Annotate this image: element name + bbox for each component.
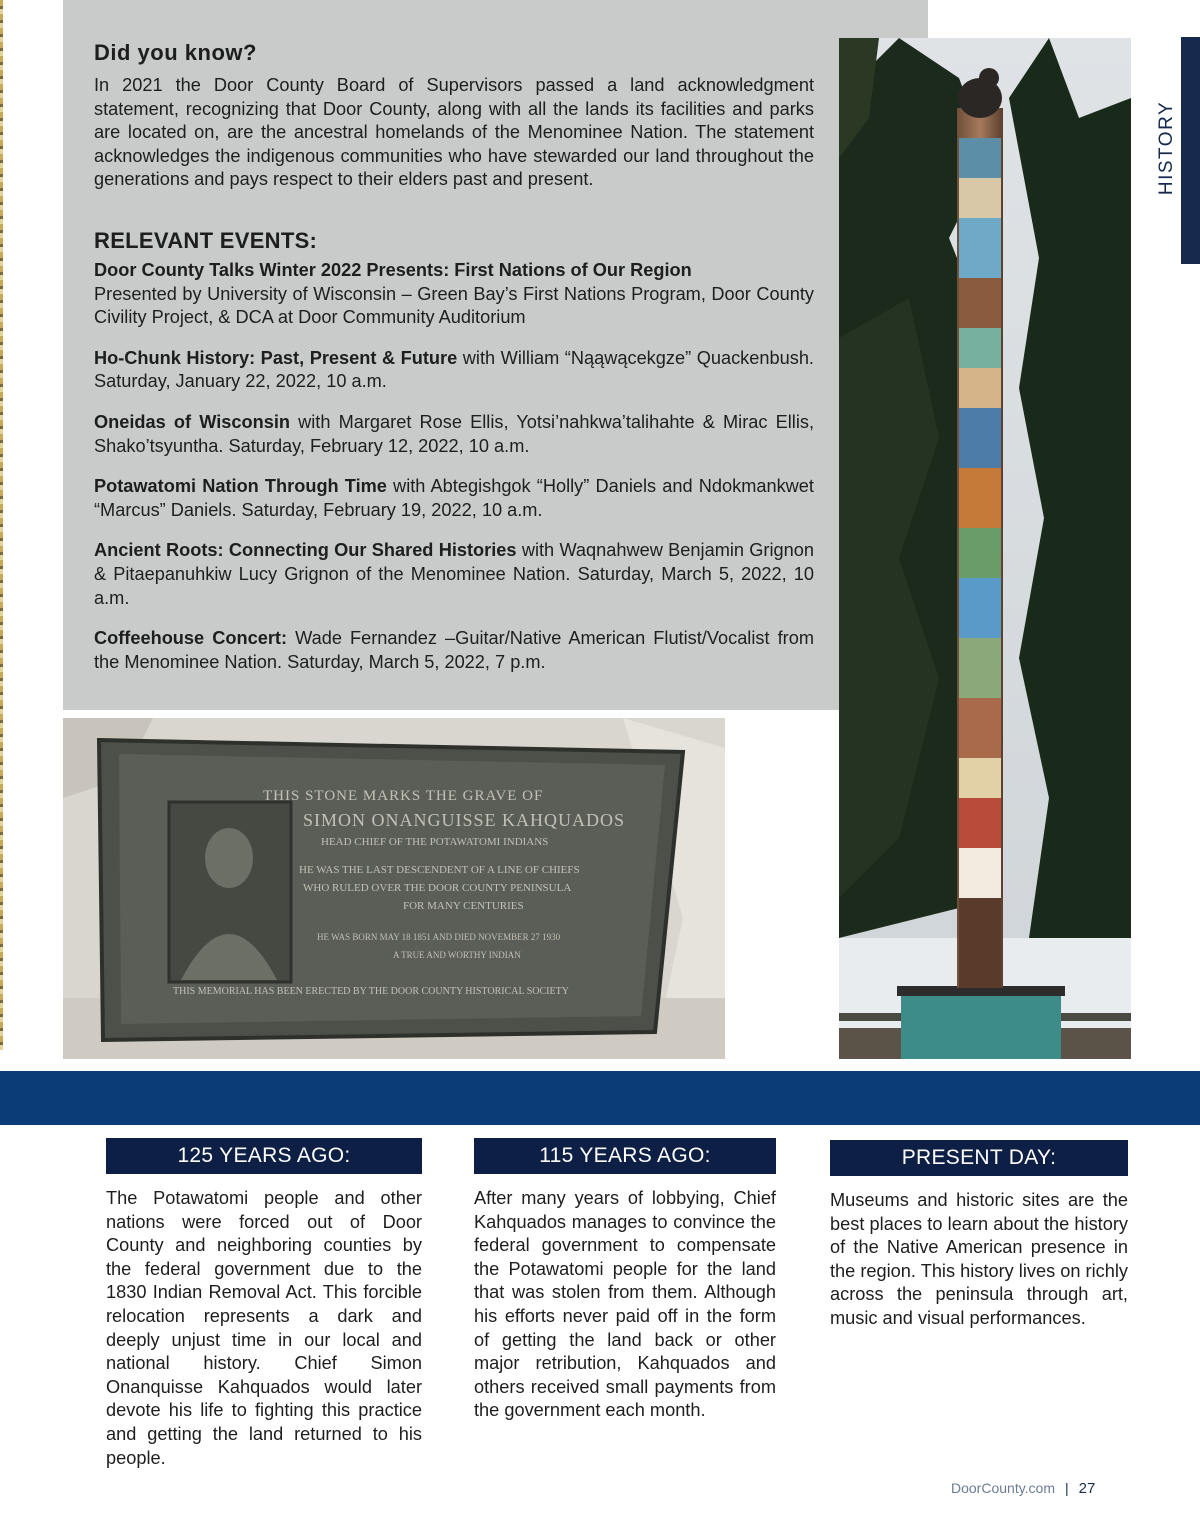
event-item bbox=[94, 411, 814, 458]
info-panel-top bbox=[63, 0, 928, 38]
event-item bbox=[94, 347, 814, 394]
column-heading: 115 YEARS AGO: bbox=[474, 1138, 776, 1174]
section-label-text: HISTORY bbox=[1156, 100, 1177, 195]
event-title: Ancient Roots: Connecting Our Shared Histories bbox=[94, 540, 517, 561]
footer-separator: | bbox=[1065, 1480, 1069, 1496]
blue-band bbox=[0, 1071, 1200, 1125]
did-you-know-heading: Did you know? bbox=[94, 40, 257, 65]
event-details: with Abtegishgok “Holly” Daniels and Ndokmankwet “Marcus” Daniels. Saturday, February 19, 2022, 10 a.m. bbox=[94, 476, 814, 520]
plaque-line: THIS MEMORIAL HAS BEEN ERECTED BY THE DOOR COUNTY HISTORICAL SOCIETY bbox=[173, 986, 569, 997]
column-text: Museums and historic sites are the best places to learn about the history of the Native American presence in the region. This history lives on richly across the peninsula through art, music and visual performances. bbox=[830, 1190, 1128, 1328]
plaque-line: FOR MANY CENTURIES bbox=[403, 900, 524, 912]
event-item bbox=[94, 475, 814, 522]
column-125-years-ago bbox=[106, 1138, 422, 1470]
event-details: Wade Fernandez –Guitar/Native American Flutist/Vocalist from the Menominee Nation. Saturday, March 5, 2022, 7 p.m. bbox=[94, 628, 814, 672]
event-details: with William “Nąąwącekgze” Quackenbush. Saturday, January 22, 2022, 10 a.m. bbox=[94, 347, 814, 392]
event-item bbox=[94, 539, 814, 610]
section-label bbox=[1152, 95, 1182, 200]
plaque-line: HE WAS BORN MAY 18 1851 AND DIED NOVEMBER 27 1930 bbox=[317, 932, 561, 942]
column-text: After many years of lobbying, Chief Kahquados manages to convince the federal government to compensate the Potawatomi people for the land that was stolen from them. Although his efforts never paid off in the form of getting the land back or other major retribution, Kahquados and others received small payments from the government each month. bbox=[474, 1188, 776, 1421]
event-series-text: Presented by University of Wisconsin – Green Bay’s First Nations Program, Door County Civility Project, & DCA at Door Community Auditorium bbox=[94, 283, 814, 328]
section-tab bbox=[1181, 37, 1200, 264]
plaque-line: WHO RULED OVER THE DOOR COUNTY PENINSULA bbox=[303, 882, 572, 894]
events-list bbox=[94, 259, 814, 691]
plaque-line: THIS STONE MARKS THE GRAVE OF bbox=[263, 788, 544, 804]
plaque-line: SIMON ONANGUISSE KAHQUADOS bbox=[303, 810, 626, 830]
column-heading: PRESENT DAY: bbox=[830, 1140, 1128, 1176]
event-series-title: Door County Talks Winter 2022 Presents: First Nations of Our Region bbox=[94, 260, 692, 280]
plaque-line: A TRUE AND WORTHY INDIAN bbox=[393, 950, 521, 960]
column-115-years-ago bbox=[474, 1138, 776, 1423]
event-title: Coffeehouse Concert: bbox=[94, 628, 288, 649]
event-details: with Waqnahwew Benjamin Grignon & Pitaepanuhkiw Lucy Grignon of the Menominee Nation. Saturday, March 5, 2022, 10 a.m. bbox=[94, 540, 814, 608]
totem-pole-photo bbox=[839, 38, 1131, 1059]
event-item bbox=[94, 627, 814, 674]
column-text: The Potawatomi people and other nations were forced out of Door County and neighboring counties by the federal government due to the 1830 Indian Removal Act. This forcible relocation represents a dark and deeply unjust time in our local and national history. Chief Simon Onanquisse Kahquados would later devote his life to fighting this practice and getting the land returned to his people. bbox=[106, 1188, 422, 1468]
memorial-plaque-photo bbox=[63, 718, 725, 1059]
event-series bbox=[94, 259, 814, 330]
event-title: Oneidas of Wisconsin bbox=[94, 411, 290, 432]
event-title: Ho-Chunk History: Past, Present & Future bbox=[94, 347, 458, 368]
footer-site-link[interactable]: DoorCounty.com bbox=[951, 1480, 1056, 1496]
column-present-day bbox=[830, 1140, 1128, 1331]
event-details: with Margaret Rose Ellis, Yotsi’nahkwa’talihahte & Mirac Ellis, Shako’tsyuntha. Saturday, February 12, 2022, 10 a.m. bbox=[94, 411, 815, 456]
did-you-know-text: In 2021 the Door County Board of Supervisors passed a land acknowledgment statement, recognizing that Door County, along with all the lands its facilities and parks are located on, are the ancestral homelands of the Menominee Nation. The statement acknowledges the indigenous communities who have stewarded our land throughout the generations and pays respect to their elders past and present. bbox=[94, 75, 814, 190]
page-footer bbox=[951, 1480, 1095, 1497]
relevant-events-heading: RELEVANT EVENTS: bbox=[94, 228, 318, 253]
plaque-line: HE WAS THE LAST DESCENDENT OF A LINE OF CHIEFS bbox=[299, 864, 580, 876]
event-title: Potawatomi Nation Through Time bbox=[94, 476, 387, 497]
column-heading: 125 YEARS AGO: bbox=[106, 1138, 422, 1174]
page-number: 27 bbox=[1078, 1480, 1096, 1497]
plaque-line: HEAD CHIEF OF THE POTAWATOMI INDIANS bbox=[321, 836, 549, 848]
left-edge-rule bbox=[0, 0, 3, 1050]
